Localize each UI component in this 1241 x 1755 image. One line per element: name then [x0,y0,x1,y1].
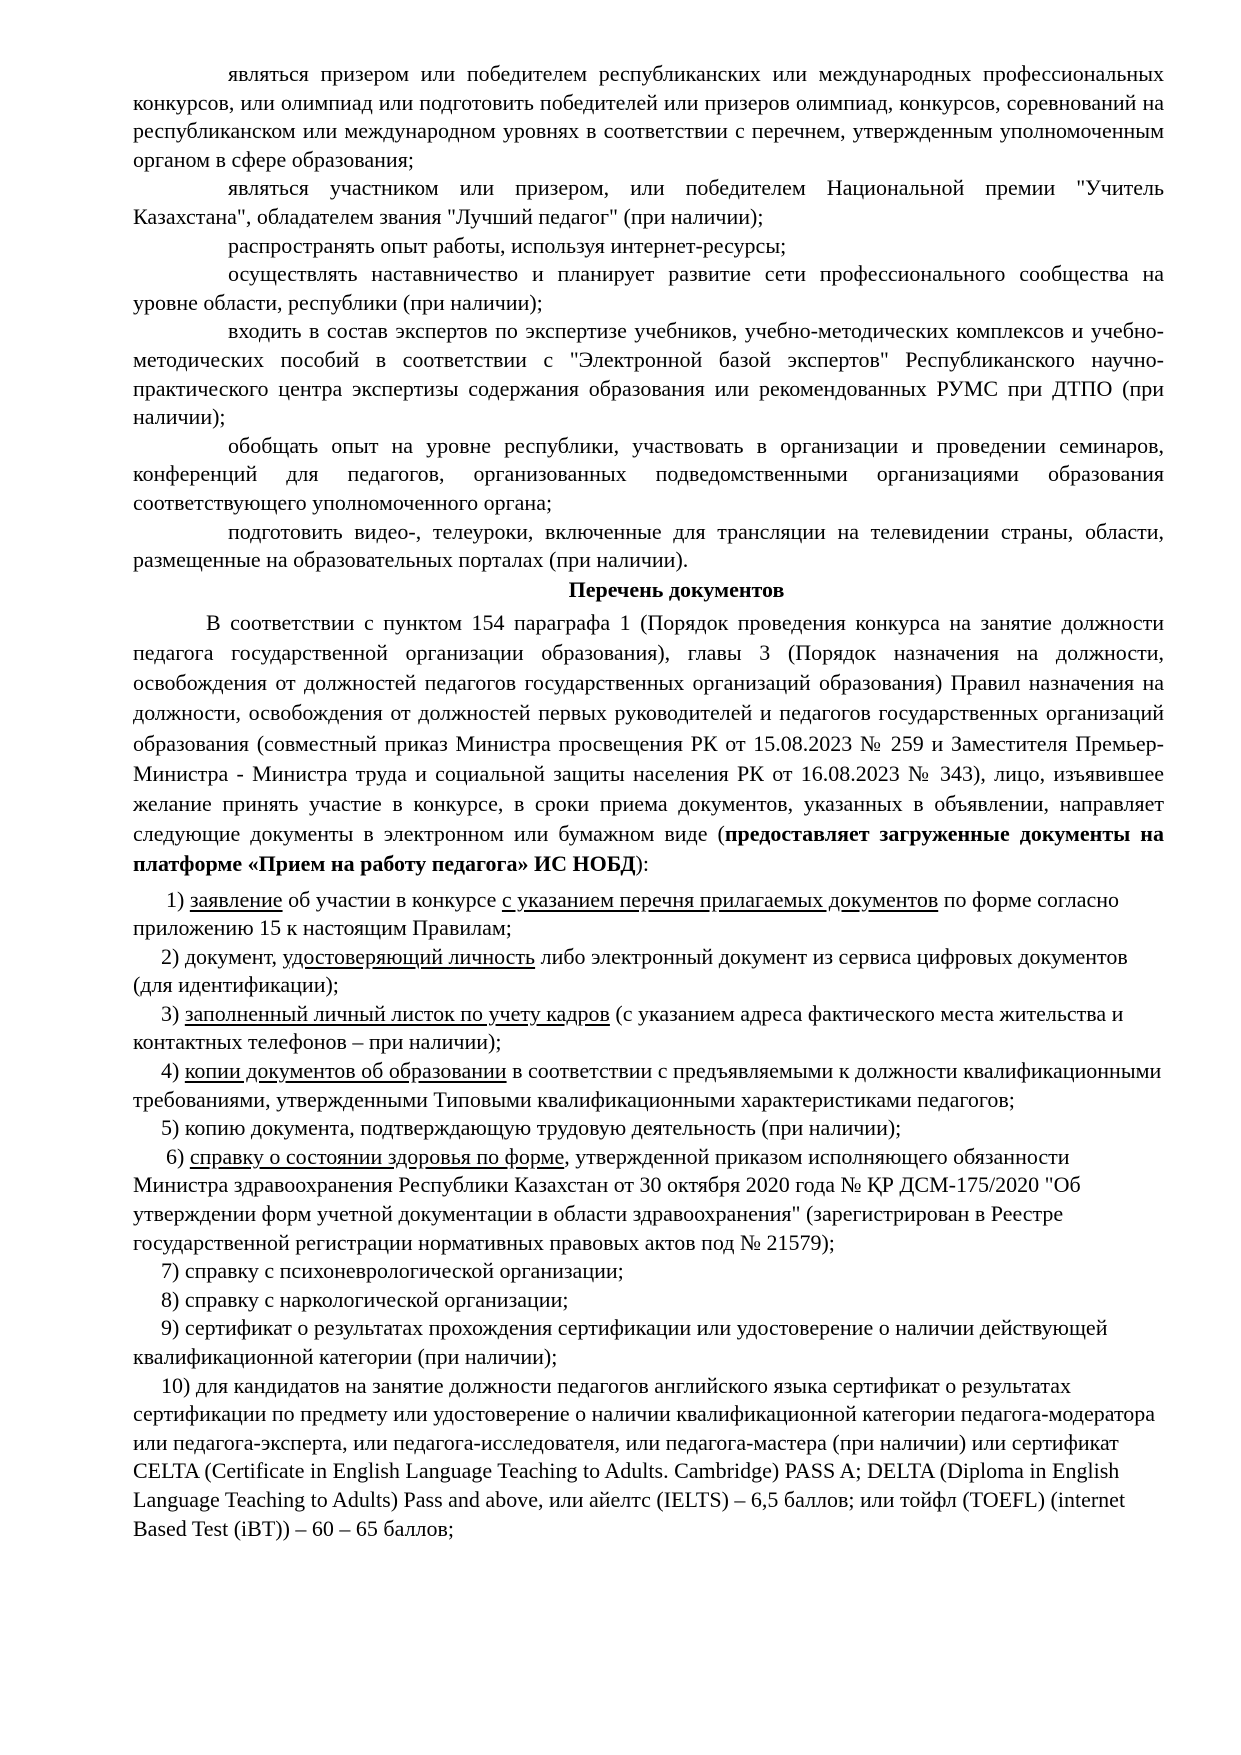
list-item-4 [133,1057,1164,1114]
item-text: (с указанием адреса фактического места жительства и контактных телефонов – при наличии); [133,1000,1124,1055]
requirement-paragraph: обобщать опыт на уровне республики, участвовать в организации и проведении семинаров, конференций для педагогов, организованных подведомственными организациями образования соответствующего уполномоченного органа; [133,432,1164,515]
item-number: 1) [166,886,190,912]
requirement-paragraph: осуществлять наставничество и планирует развитие сети профессионального сообщества на уровне области, республики (при наличии); [133,261,1164,315]
underlined-term: с указанием перечня прилагаемых документов [501,886,939,912]
item-number: 6) [166,1143,190,1169]
item-text: , утвержденной приказом исполняющего обязанности Министра здравоохранения Республики Казахстан от 30 октября 2020 года № ҚР ДСМ-175/2020 "Об утверждении форм учетной документации в области здравоохранения" (зарегистрирован в Реестре государственной регистрации нормативных правовых актов под № 21579); [133,1143,1081,1255]
underlined-term: копии документов об образовании [184,1058,507,1084]
intro-tail: ): [635,851,649,877]
requirement-paragraph: входить в состав экспертов по экспертизе учебников, учебно-методических комплексов и учебно-методических пособий в соответствии с "Электронной базой экспертов" Республиканского научно-практического центра экспертизы содержания образования или рекомендованных РУМС при ДТПО (при наличии); [133,318,1164,430]
list-item-2 [133,943,1164,1000]
underlined-term: справку о состоянии здоровья по форме [189,1143,565,1169]
section-heading: Перечень документов [568,576,785,602]
list-item-6 [133,1143,1164,1257]
list-item-3 [133,1000,1164,1057]
item-number: 4) [161,1058,185,1084]
intro-bold-text: предоставляет загруженные документы на платформе «Прием на работу педагога» ИС НОБД [133,821,1164,877]
list-item-1 [133,886,1164,943]
item-text: в соответствии с предъявляемыми к должности квалификационными требованиями, утвержденными Типовыми квалификационными характеристиками педагогов; [133,1058,1162,1112]
requirement-paragraph: являться призером или победителем республиканских или международных профессиональных конкурсов, или олимпиад или подготовить победителей или призеров олимпиад, конкурсов, соревнований на республиканском или международном уровнях в соответствии с перечнем, утвержденным уполномоченным органом в сфере образования; [133,61,1164,172]
list-item-8: 8) справку с наркологической организации; [161,1286,569,1312]
list-item-5: 5) копию документа, подтверждающую трудовую деятельность (при наличии); [161,1115,902,1141]
requirement-paragraph: распространять опыт работы, используя интернет-ресурсы; [228,232,787,258]
list-item-9: 9) сертификат о результатах прохождения сертификации или удостоверение о наличии действующей квалификационной категории (при наличии); [133,1315,1108,1370]
underlined-term: заполненный личный листок по учету кадров [184,1000,610,1026]
requirement-paragraph: подготовить видео-, телеуроки, включенные для трансляции на телевидении страны, области, размещенные на образовательных порталах (при наличии). [133,518,1164,573]
documents-list [133,886,1164,1544]
document-page [133,60,1164,1543]
list-item-7: 7) справку с психоневрологической организации; [161,1258,624,1284]
requirement-paragraph: являться участником или призером, или победителем Национальной премии "Учитель Казахстана", обладателем звания "Лучший педагог" (при наличии); [133,175,1164,229]
item-text: либо электронный документ из сервиса цифровых документов (для идентификации); [133,943,1128,998]
intro-text: В соответствии с пунктом 154 параграфа 1 (Порядок проведения конкурса на занятие должности педагога государственной организации образования), главы 3 (Порядок назначения на должности, освобождения от должностей педагогов государственных организаций образования) Правил назначения на должности, освобождения от должностей первых руководителей и педагогов государственных организаций образования (совместный приказ Министра просвещения РК от 15.08.2023 № 259 и Заместителя Премьер-Министра - Министра труда и социальной защиты населения РК от 16.08.2023 № 343), лицо, изъявившее желание принять участие в конкурсе, в сроки приема документов, указанных в объявлении, направляет следующие документы в электронном или бумажном виде ( [133,609,1164,847]
requirements-section [133,60,1164,575]
item-text: об участии в конкурсе [282,886,502,912]
intro-paragraph [133,608,1164,880]
item-number: 2) документ, [161,943,283,969]
item-text: по форме согласно приложению 15 к настоящим Правилам; [133,886,1120,941]
list-item-10: 10) для кандидатов на занятие должности педагогов английского языка сертификат о результатах сертификации по предмету или удостоверение о наличии квалификационной категории педагога-модератора или педагога-эксперта, или педагога-исследователя, или педагога-мастера (при наличии) или сертификат CELTA (Certificate in English Language Teaching to Adults. Cambridge) PASS A; DELTA (Diploma in English Language Teaching to Adults) Pass and above, или айелтс (IELTS) – 6,5 баллов; или тойфл (TOEFL) (internet Based Test (iBT)) – 60 – 65 баллов; [133,1372,1156,1541]
underlined-term: заявление [189,886,283,912]
underlined-term: удостоверяющий личность [282,943,536,969]
item-number: 3) [161,1000,185,1026]
